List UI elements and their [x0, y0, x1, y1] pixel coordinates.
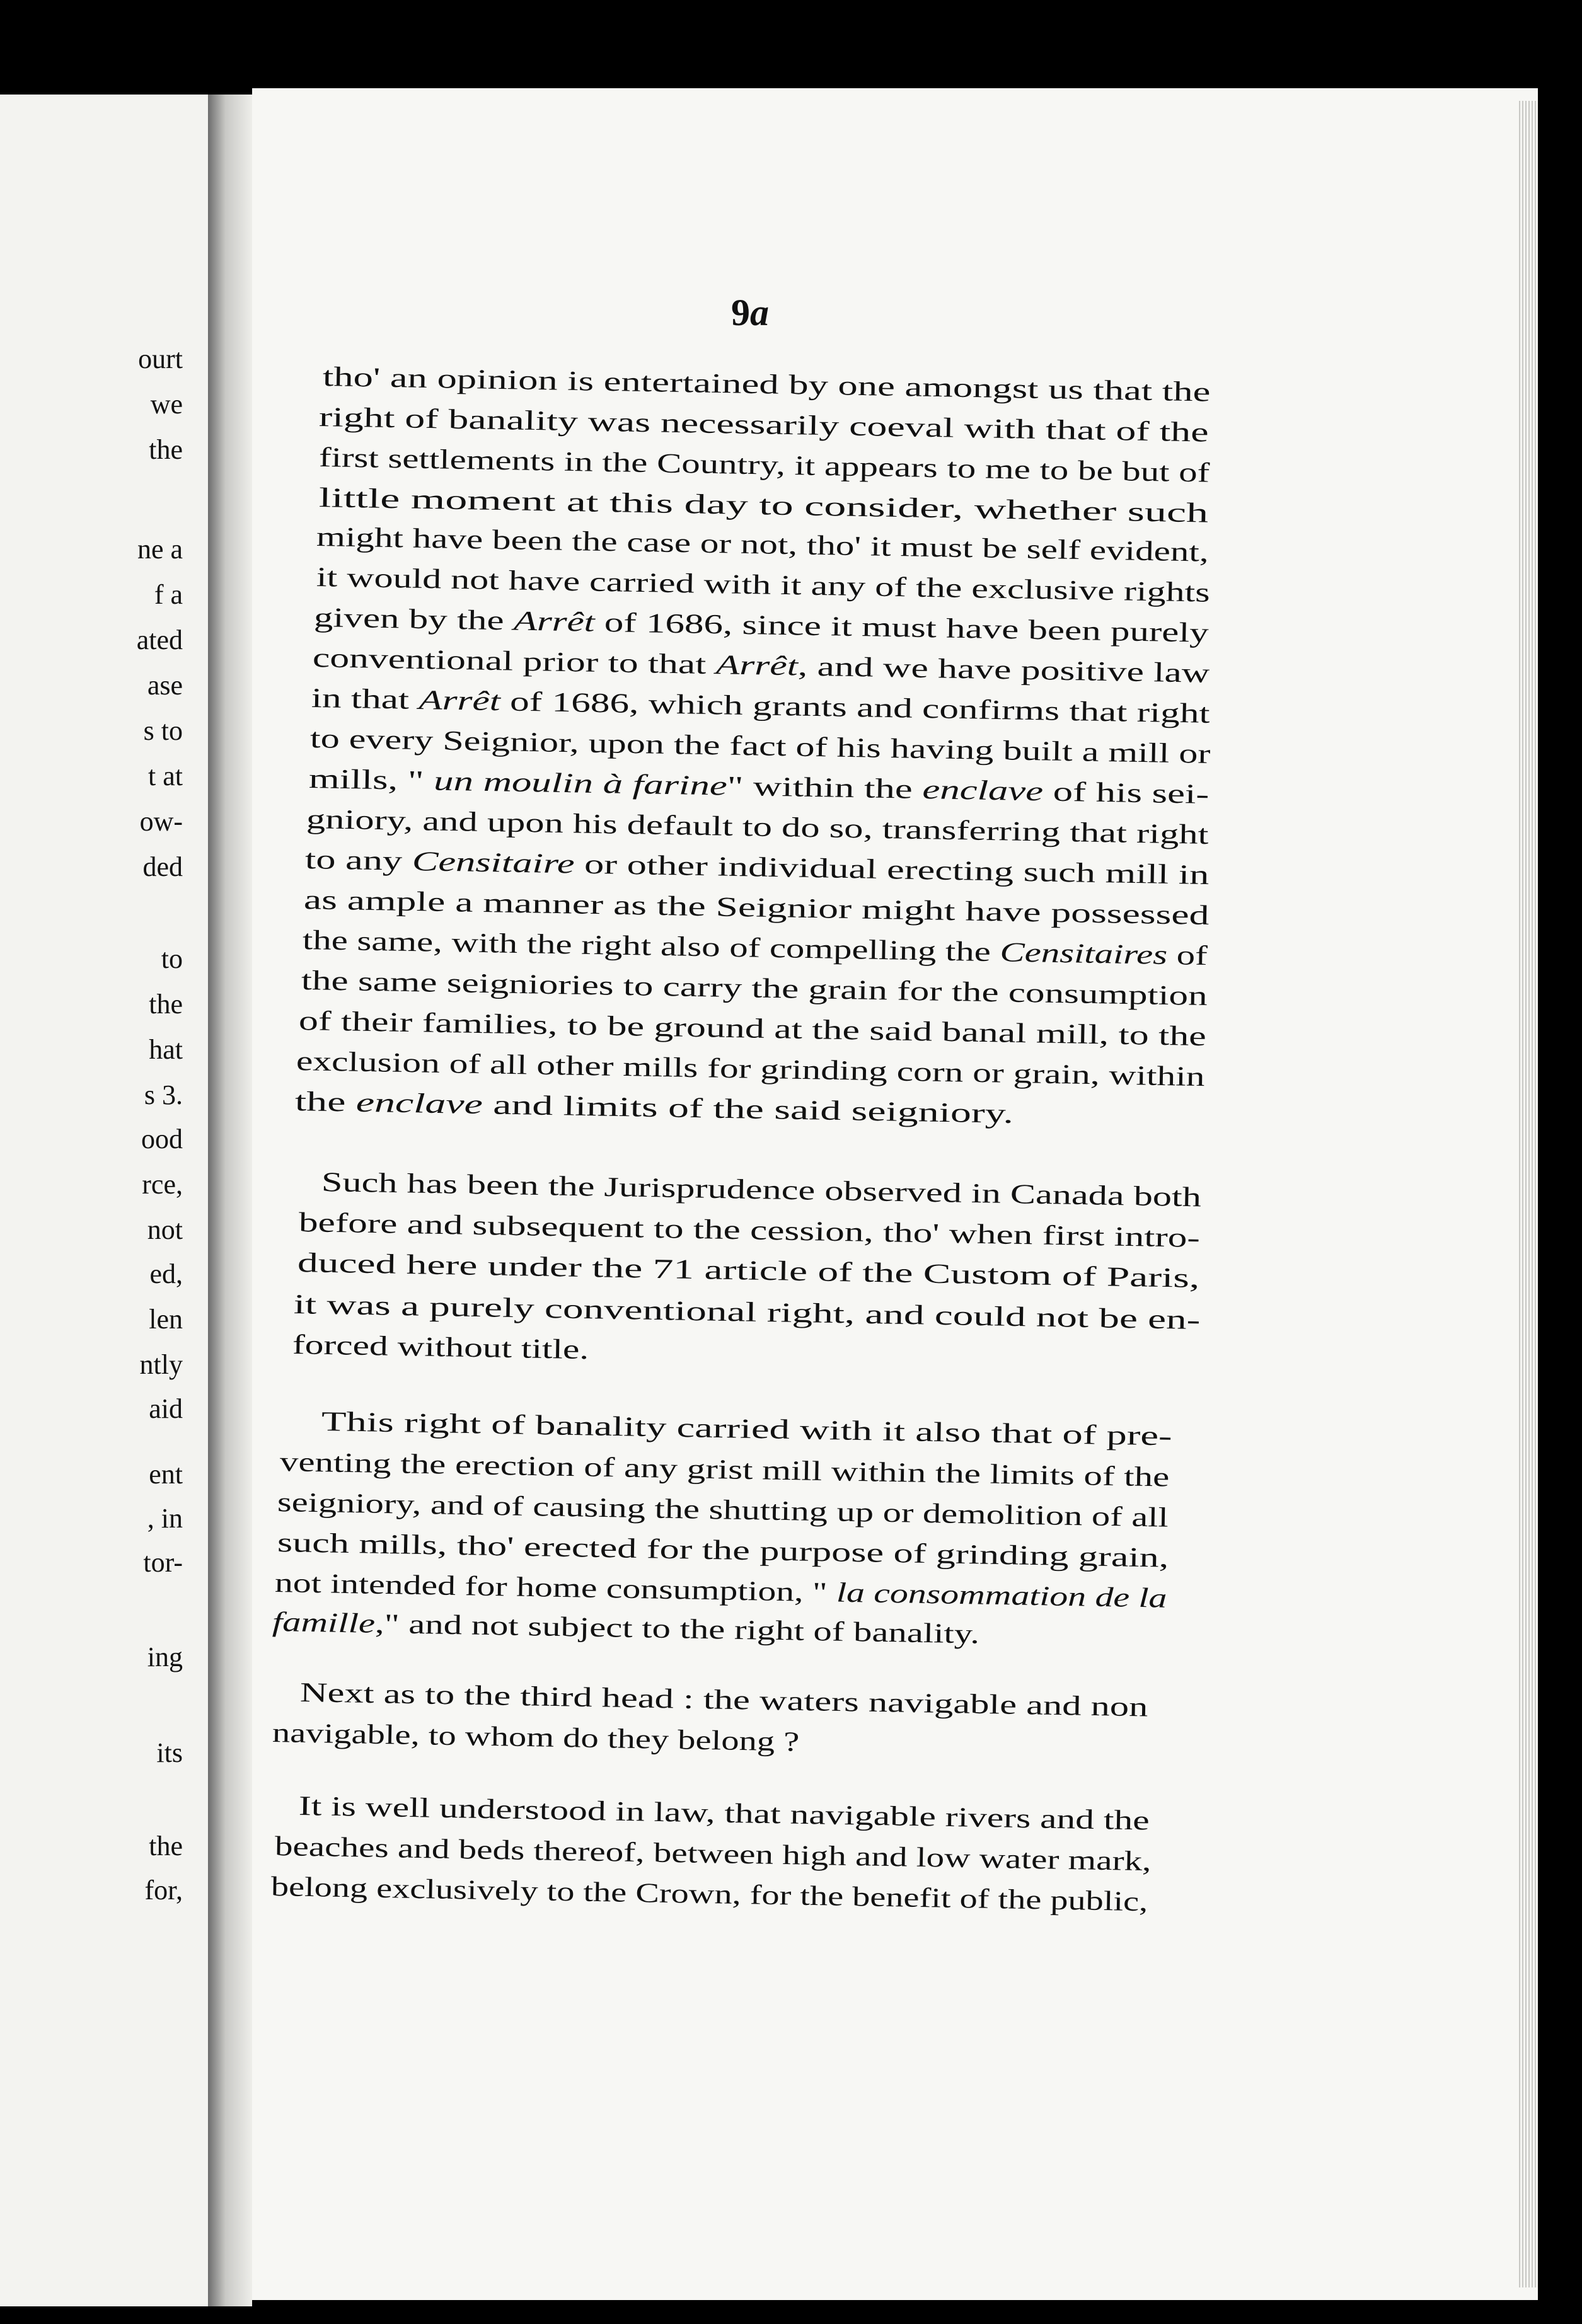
- italic-text-segment: Censitaires: [1000, 936, 1168, 970]
- left-page-fragment: hat: [149, 1034, 183, 1065]
- text-segment: duced here under the 71 article of the Custom of Paris,: [297, 1247, 1200, 1294]
- left-page-fragment: f a: [154, 579, 183, 610]
- text-segment: seigniory, and of causing the shutting up or demolition of all: [277, 1487, 1169, 1533]
- text-segment: Next as to the third head : the waters navigable and non: [299, 1677, 1148, 1723]
- text-segment: of their families, to be ground at the said banal mill, to the: [298, 1005, 1207, 1052]
- left-page-fragment: ntly: [139, 1349, 183, 1380]
- text-segment: This right of banality carried with it also that of pre-: [321, 1406, 1173, 1452]
- text-segment: of his sei-: [1042, 776, 1210, 810]
- text-segment: exclusion of all other mills for grinding corn or grain, within: [296, 1045, 1205, 1093]
- left-page: [0, 95, 208, 2306]
- text-segment: in that: [311, 682, 419, 715]
- text-segment: venting the erection of any grist mill within the limits of the: [279, 1446, 1170, 1493]
- left-page-fragment: aid: [149, 1393, 183, 1424]
- text-segment: to any: [304, 844, 413, 877]
- left-page-fragment: ated: [136, 624, 183, 655]
- italic-text-segment: enclave: [922, 773, 1044, 807]
- text-segment: mills, ": [308, 763, 434, 797]
- left-page-fragment: tor-: [143, 1547, 183, 1578]
- text-segment: might have been the case or not, tho' it must be self evident,: [316, 521, 1210, 568]
- left-page-fragment: rce,: [142, 1169, 183, 1200]
- left-page-fragment: for,: [144, 1875, 183, 1906]
- left-page-fragment: not: [147, 1214, 183, 1245]
- text-segment: , and we have positive law: [797, 650, 1210, 689]
- left-page-fragment: ded: [142, 851, 183, 882]
- italic-text-segment: la consommation de la: [836, 1577, 1167, 1614]
- left-page-fragment: ed,: [149, 1258, 183, 1289]
- text-segment: ," and not subject to the right of banality.: [374, 1608, 980, 1650]
- left-page-fragment: len: [149, 1304, 183, 1335]
- text-segment: such mills, tho' erected for the purpose of grinding grain,: [277, 1527, 1169, 1573]
- text-segment: given by the: [313, 602, 514, 636]
- text-segment: the: [294, 1086, 357, 1118]
- italic-text-segment: Censitaire: [412, 845, 575, 880]
- page-number: [731, 291, 769, 335]
- left-page-fragment: ase: [147, 670, 183, 701]
- left-page-fragment: ent: [149, 1459, 183, 1490]
- text-segment: " within the: [727, 770, 923, 805]
- left-page-fragment: ne a: [137, 534, 183, 565]
- left-page-fragment: we: [150, 389, 183, 420]
- text-segment: not intended for home consumption, ": [274, 1567, 837, 1608]
- text-segment: before and subsequent to the cession, tho' when first intro-: [298, 1207, 1201, 1253]
- left-page-fragment: ood: [141, 1124, 183, 1154]
- text-segment: navigable, to whom do they belong ?: [272, 1717, 800, 1757]
- page-number-value: 9: [731, 292, 750, 333]
- text-segment: forced without title.: [292, 1329, 589, 1366]
- left-page-fragment: s to: [143, 715, 183, 746]
- left-page-fragment: its: [156, 1737, 183, 1768]
- italic-text-segment: Arrêt: [513, 605, 596, 638]
- text-segment: it was a purely conventional right, and could not be en-: [293, 1289, 1201, 1336]
- italic-text-segment: enclave: [355, 1086, 483, 1120]
- text-segment: it would not have carried with it any of the exclusive rights: [316, 561, 1211, 608]
- page-edge: [1519, 101, 1538, 2287]
- text-segment: little moment at this day to consider, whether such: [318, 482, 1209, 529]
- text-segment: belong exclusively to the Crown, for the benefit of the public,: [270, 1871, 1148, 1918]
- italic-text-segment: un moulin à farine: [433, 765, 728, 802]
- left-page-fragment: , in: [147, 1503, 183, 1534]
- text-segment: the same, with the right also of compelling the: [302, 924, 1000, 968]
- text-segment: It is well understood in law, that navigable rivers and the: [298, 1790, 1150, 1836]
- text-segment: and limits of the said seigniory.: [482, 1089, 1014, 1129]
- text-segment: of: [1167, 939, 1208, 972]
- left-page-fragment: the: [149, 434, 183, 465]
- text-segment: of 1686, since it must have been purely: [594, 606, 1210, 648]
- text-segment: right of banality was necessarily coeval with that of the: [318, 401, 1209, 448]
- left-page-fragment: ow-: [139, 806, 183, 837]
- text-segment: gniory, and upon his default to do so, transferring that right: [306, 803, 1209, 850]
- left-page-fragment: to: [161, 943, 183, 974]
- book-gutter: [208, 95, 252, 2306]
- text-segment: beaches and beds thereof, between high and low water mark,: [274, 1831, 1152, 1877]
- text-segment: of 1686, which grants and confirms that right: [500, 686, 1210, 729]
- left-page-fragment: t at: [148, 761, 183, 791]
- left-page-fragment: s 3.: [144, 1079, 183, 1110]
- text-segment: to every Seignior, upon the fact of his having built a mill or: [309, 723, 1211, 769]
- text-segment: Such has been the Jurisprudence observed in Canada both: [321, 1166, 1202, 1213]
- italic-text-segment: famille: [272, 1606, 376, 1639]
- text-segment: or other individual erecting such mill in: [574, 848, 1210, 891]
- text-line: [292, 1326, 589, 1369]
- text-segment: conventional prior to that: [312, 642, 717, 681]
- page-number-suffix: a: [750, 292, 769, 333]
- text-segment: first settlements in the Country, it appears to me to be but of: [318, 442, 1210, 488]
- text-segment: as ample a manner as the Seignior might have possessed: [303, 884, 1210, 931]
- left-page-fragment: ourt: [138, 343, 183, 374]
- italic-text-segment: Arrêt: [418, 684, 501, 717]
- left-page-fragment: the: [149, 989, 183, 1020]
- left-page-fragment: the: [149, 1831, 183, 1861]
- left-page-fragment: ing: [147, 1642, 183, 1672]
- italic-text-segment: Arrêt: [715, 649, 799, 682]
- text-segment: tho' an opinion is entertained by one amongst us that the: [322, 361, 1211, 408]
- text-segment: the same seigniories to carry the grain for the consumption: [301, 965, 1208, 1012]
